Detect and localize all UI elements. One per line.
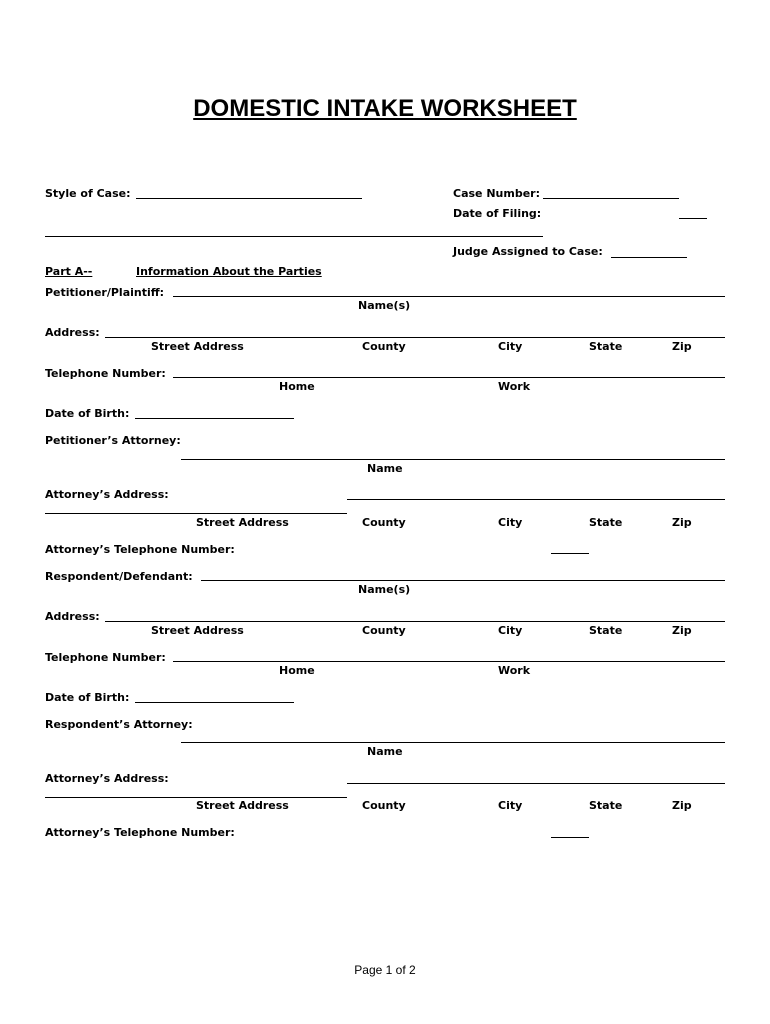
case-number-field[interactable] — [543, 198, 679, 199]
respondent-attorney-telephone-label: Attorney’s Telephone Number: — [45, 826, 235, 839]
judge-assigned-field[interactable] — [611, 257, 687, 258]
petitioner-attorney-city-caption: City — [498, 516, 523, 529]
petitioner-dob-field[interactable] — [135, 418, 294, 419]
respondent-attorney-city-caption: City — [498, 799, 523, 812]
petitioner-address-field[interactable] — [105, 337, 725, 338]
respondent-address-label: Address: — [45, 610, 100, 623]
respondent-address-field[interactable] — [105, 621, 725, 622]
petitioner-attorney-address-field-2[interactable] — [45, 513, 347, 514]
respondent-telephone-label: Telephone Number: — [45, 651, 166, 664]
respondent-defendant-label: Respondent/Defendant: — [45, 570, 193, 583]
petitioner-attorney-telephone-field[interactable] — [551, 553, 589, 554]
petitioner-zip-caption: Zip — [672, 340, 692, 353]
petitioner-attorney-street-caption: Street Address — [196, 516, 289, 529]
style-of-case-field[interactable] — [136, 198, 362, 199]
respondent-attorney-state-caption: State — [589, 799, 623, 812]
case-number-label: Case Number: — [453, 187, 540, 200]
petitioner-attorney-zip-caption: Zip — [672, 516, 692, 529]
petitioner-telephone-field[interactable] — [173, 377, 725, 378]
respondent-dob-field[interactable] — [135, 702, 294, 703]
petitioner-attorney-name-field[interactable] — [181, 459, 725, 460]
petitioner-work-caption: Work — [498, 380, 531, 393]
respondent-names-field[interactable] — [201, 580, 725, 581]
petitioner-county-caption: County — [362, 340, 406, 353]
respondent-city-caption: City — [498, 624, 523, 637]
respondent-street-caption: Street Address — [151, 624, 244, 637]
petitioner-home-caption: Home — [279, 380, 315, 393]
petitioner-attorney-name-caption: Name — [367, 462, 403, 475]
style-of-case-label: Style of Case: — [45, 187, 131, 200]
part-a-label: Part A-- — [45, 265, 93, 278]
page-title: DOMESTIC INTAKE WORKSHEET — [193, 95, 577, 122]
respondent-attorney-county-caption: County — [362, 799, 406, 812]
respondent-attorney-label: Respondent’s Attorney: — [45, 718, 193, 731]
petitioner-address-label: Address: — [45, 326, 100, 339]
petitioner-names-caption: Name(s) — [358, 299, 411, 312]
respondent-attorney-street-caption: Street Address — [196, 799, 289, 812]
petitioner-city-caption: City — [498, 340, 523, 353]
petitioner-attorney-address-field[interactable] — [347, 499, 725, 500]
petitioner-attorney-telephone-label: Attorney’s Telephone Number: — [45, 543, 235, 556]
respondent-attorney-name-field[interactable] — [181, 742, 725, 743]
petitioner-attorney-state-caption: State — [589, 516, 623, 529]
petitioner-state-caption: State — [589, 340, 623, 353]
respondent-work-caption: Work — [498, 664, 531, 677]
respondent-names-caption: Name(s) — [358, 583, 411, 596]
date-of-filing-field[interactable] — [679, 218, 707, 219]
respondent-zip-caption: Zip — [672, 624, 692, 637]
petitioner-attorney-county-caption: County — [362, 516, 406, 529]
date-of-filing-label: Date of Filing: — [453, 207, 542, 220]
petitioner-attorney-address-label: Attorney’s Address: — [45, 488, 169, 501]
petitioner-names-field[interactable] — [173, 296, 725, 297]
petitioner-attorney-label: Petitioner’s Attorney: — [45, 434, 181, 447]
judge-assigned-label: Judge Assigned to Case: — [453, 245, 603, 258]
respondent-telephone-field[interactable] — [173, 661, 725, 662]
respondent-county-caption: County — [362, 624, 406, 637]
respondent-attorney-address-field-2[interactable] — [45, 797, 347, 798]
petitioner-telephone-label: Telephone Number: — [45, 367, 166, 380]
respondent-state-caption: State — [589, 624, 623, 637]
respondent-dob-label: Date of Birth: — [45, 691, 130, 704]
respondent-attorney-telephone-field[interactable] — [551, 837, 589, 838]
style-of-case-field-continued[interactable] — [45, 236, 543, 237]
petitioner-dob-label: Date of Birth: — [45, 407, 130, 420]
respondent-attorney-zip-caption: Zip — [672, 799, 692, 812]
petitioner-street-caption: Street Address — [151, 340, 244, 353]
part-a-heading: Information About the Parties — [136, 265, 322, 278]
page-number: Page 1 of 2 — [354, 963, 416, 977]
respondent-attorney-address-field[interactable] — [347, 783, 725, 784]
respondent-attorney-address-label: Attorney’s Address: — [45, 772, 169, 785]
respondent-home-caption: Home — [279, 664, 315, 677]
petitioner-plaintiff-label: Petitioner/Plaintiff: — [45, 286, 165, 299]
respondent-attorney-name-caption: Name — [367, 745, 403, 758]
